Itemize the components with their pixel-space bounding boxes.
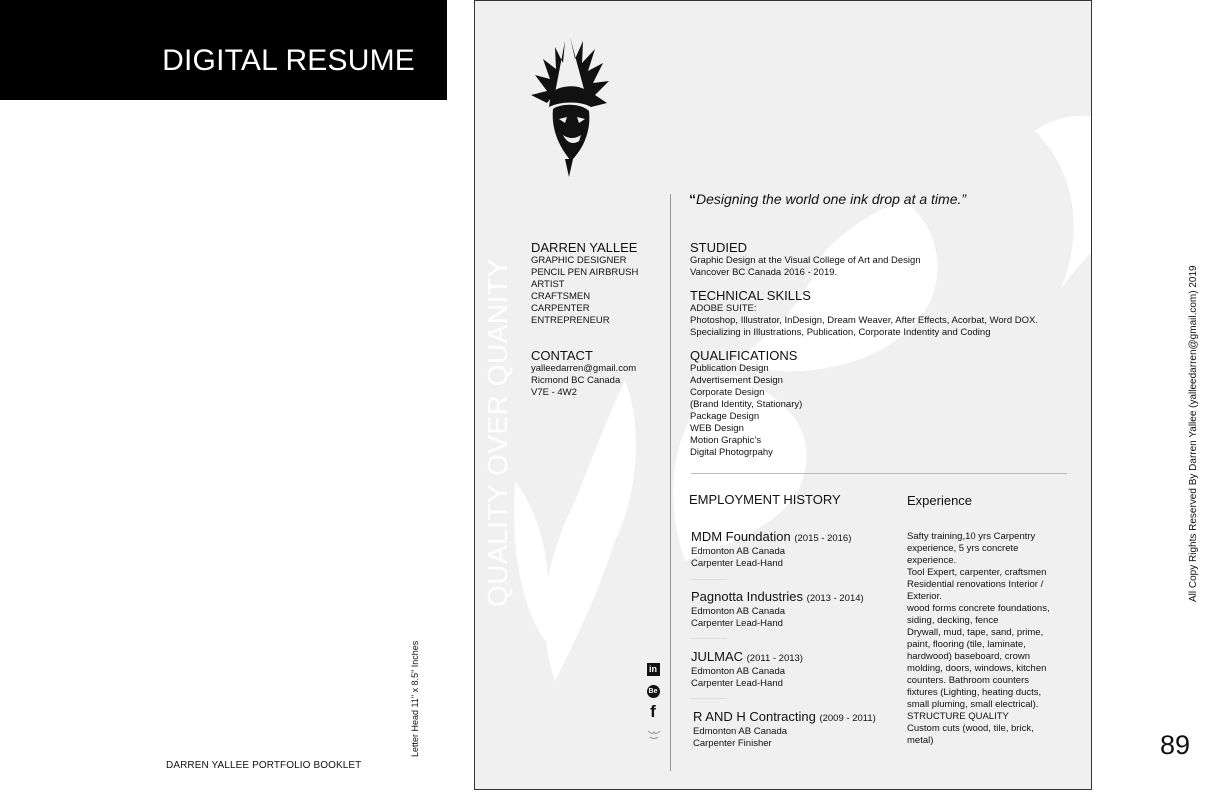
- job-years: (2011 - 2013): [746, 653, 803, 664]
- skills-line: Photoshop, Illustrator, InDesign, Dream Weaver, After Effects, Acorbat, Word DOX.: [690, 315, 1038, 326]
- role-line: ARTIST: [531, 279, 565, 290]
- job-years: (2015 - 2016): [794, 533, 852, 544]
- job-role: Carpenter Lead-Hand: [691, 678, 783, 689]
- column-divider: [670, 194, 671, 771]
- job-location: Edmonton AB Canada: [691, 606, 786, 617]
- experience-line: experience, 5 yrs concrete: [907, 543, 1019, 554]
- qualification-item: Corporate Design: [690, 387, 765, 398]
- experience-line: small pluming, small electrical).: [907, 699, 1039, 710]
- studied-block: [690, 240, 921, 279]
- experience-line: STRUCTURE QUALITY: [907, 711, 1009, 722]
- role-line: ENTREPRENEUR: [531, 315, 610, 326]
- section-divider: [691, 473, 1067, 474]
- experience-heading: Experience: [907, 493, 973, 508]
- skills-block: [690, 288, 1038, 339]
- qualification-item: (Brand Identity, Stationary): [690, 399, 803, 410]
- behance-icon[interactable]: [646, 684, 660, 698]
- contact-city: Ricmond BC Canada: [531, 375, 621, 386]
- experience-line: Exterior.: [907, 591, 942, 602]
- role-line: GRAPHIC DESIGNER: [531, 255, 627, 266]
- experience-line: Residential renovations Interior /: [907, 579, 1044, 590]
- qualification-item: Publication Design: [690, 363, 769, 374]
- experience-line: wood forms concrete foundations,: [907, 603, 1050, 614]
- job-separator: [691, 638, 727, 639]
- qualification-item: WEB Design: [690, 423, 744, 434]
- booklet-footer: DARREN YALLEE PORTFOLIO BOOKLET: [166, 760, 362, 771]
- slogan-vertical: QUALITY OVER QUANITY: [482, 258, 513, 607]
- experience-line: Tool Expert, carpenter, craftsmen: [907, 567, 1047, 578]
- experience-line: experience.: [907, 555, 957, 566]
- job-years: (2013 - 2014): [806, 593, 864, 604]
- linkedin-glyph: in: [647, 663, 660, 676]
- headdress-logo-icon: [525, 37, 615, 177]
- job-separator: [691, 698, 727, 699]
- role-line: CARPENTER: [531, 303, 590, 314]
- job-company: Pagnotta Industries: [691, 589, 804, 604]
- qualifications-heading: QUALIFICATIONS: [690, 348, 798, 363]
- experience-block: [907, 531, 1050, 747]
- copyright-note: All Copy Rights Reserved By Darren Yallee (yalleedarren@gmail.com) 2019: [1188, 265, 1199, 602]
- job-location: Edmonton AB Canada: [691, 546, 786, 557]
- page-number: 89: [1160, 730, 1191, 760]
- skills-line: ADOBE SUITE:: [690, 303, 757, 314]
- experience-line: Drywall, mud, tape, sand, prime,: [907, 627, 1044, 638]
- behance-glyph: Be: [647, 685, 660, 698]
- job-entry: [691, 589, 864, 630]
- letter-head-label: Letter Head 11" x 8.5" Inches: [410, 640, 420, 757]
- studied-line: Vancover BC Canada 2016 - 2019.: [690, 267, 838, 278]
- job-company: JULMAC: [691, 649, 744, 664]
- job-company: R AND H Contracting: [693, 709, 816, 724]
- job-location: Edmonton AB Canada: [693, 726, 788, 737]
- title-band: [0, 0, 447, 100]
- qualification-item: Advertisement Design: [690, 375, 783, 386]
- contact-block: [531, 348, 636, 399]
- contact-email[interactable]: yalleedarren@gmail.com: [531, 363, 637, 374]
- experience-line: fixtures (Lighting, heating ducts,: [907, 687, 1042, 698]
- skills-heading: TECHNICAL SKILLS: [690, 288, 811, 303]
- person-name: DARREN YALLEE: [531, 240, 638, 255]
- employment-heading: EMPLOYMENT HISTORY: [689, 492, 841, 507]
- facebook-glyph: f: [650, 702, 656, 721]
- qualification-item: Motion Graphic’s: [690, 435, 762, 446]
- studied-heading: STUDIED: [690, 240, 748, 255]
- quote-text: Designing the world one ink drop at a time.”: [696, 191, 967, 207]
- job-entry: [691, 529, 851, 570]
- experience-line: counters. Bathroom counters: [907, 675, 1029, 686]
- experience-line: metal): [907, 735, 934, 746]
- experience-line: paint, flooring (tile, laminate,: [907, 639, 1026, 650]
- small-bird-icon: [647, 728, 661, 740]
- studied-line: Graphic Design at the Visual College of Art and Design: [690, 255, 921, 266]
- resume-sheet: [474, 0, 1092, 790]
- experience-line: hardwood) baseboard, crown: [907, 651, 1031, 662]
- qualifications-block: [690, 348, 802, 459]
- skills-line: Specializing in Illustrations, Publication, Corporate Indentity and Coding: [690, 327, 991, 338]
- job-role: Carpenter Lead-Hand: [691, 558, 783, 569]
- quote-mark: “: [689, 191, 696, 207]
- tagline-quote: [689, 191, 966, 207]
- contact-postal: V7E - 4W2: [531, 387, 577, 398]
- role-line: CRAFTSMEN: [531, 291, 591, 302]
- job-role: Carpenter Finisher: [693, 738, 772, 749]
- job-company: MDM Foundation: [691, 529, 791, 544]
- experience-line: Safty training,10 yrs Carpentry: [907, 531, 1036, 542]
- role-line: PENCIL PEN AIRBRUSH: [531, 267, 639, 278]
- job-entry: [693, 709, 876, 750]
- experience-line: Custom cuts (wood, tile, brick,: [907, 723, 1034, 734]
- qualification-item: Digital Photogrpahy: [690, 447, 773, 458]
- linkedin-icon[interactable]: [646, 662, 660, 676]
- identity-block: [531, 240, 638, 327]
- contact-heading: CONTACT: [531, 348, 593, 363]
- facebook-icon[interactable]: [646, 702, 660, 721]
- job-location: Edmonton AB Canada: [691, 666, 786, 677]
- job-separator: [691, 579, 727, 580]
- job-years: (2009 - 2011): [819, 713, 876, 724]
- job-entry: [691, 649, 803, 690]
- qualification-item: Package Design: [690, 411, 760, 422]
- experience-line: siding, decking, fence: [907, 615, 999, 626]
- job-role: Carpenter Lead-Hand: [691, 618, 783, 629]
- experience-line: molding, doors, windows, kitchen: [907, 663, 1047, 674]
- page-title: DIGITAL RESUME: [162, 44, 415, 77]
